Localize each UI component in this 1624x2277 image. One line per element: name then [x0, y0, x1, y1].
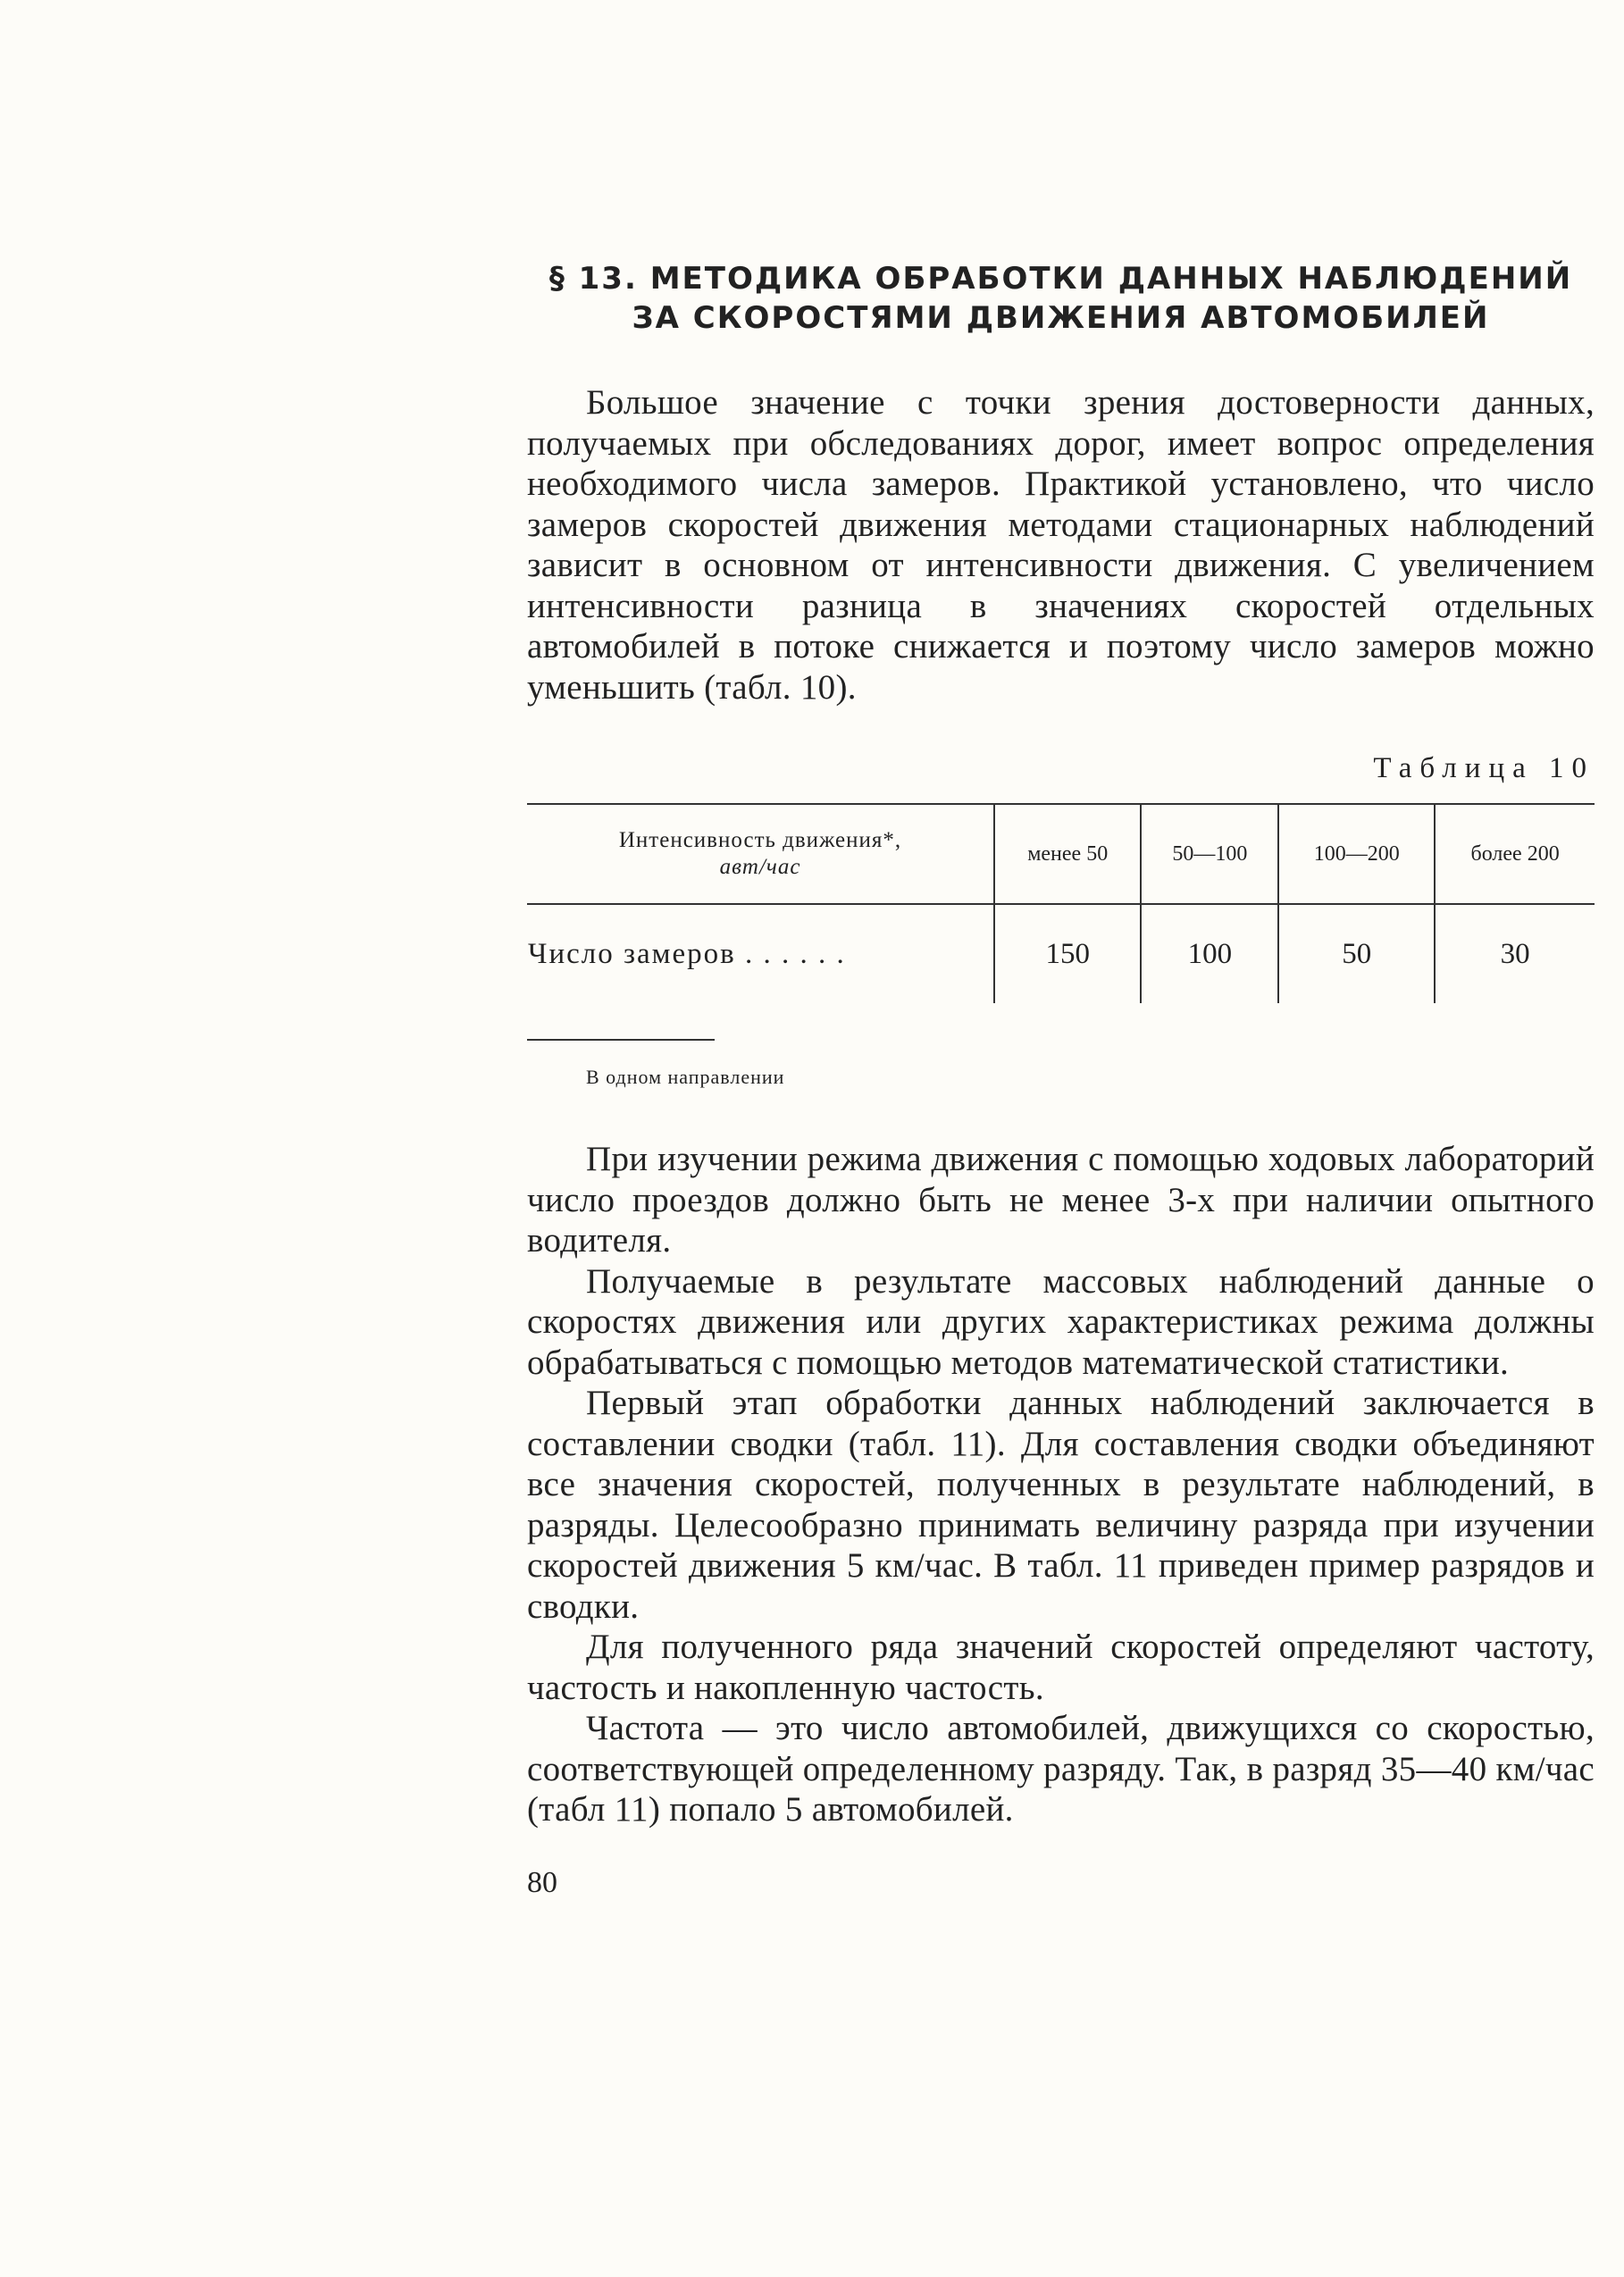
table-cell: 100 — [1141, 904, 1278, 1003]
table-cell: 150 — [994, 904, 1141, 1003]
section-heading — [527, 259, 1595, 338]
table-header-label-cell — [527, 804, 994, 904]
paragraph: Первый этап обработки данных наблюдений заключается в составлении сводки (табл. 11). Для составления сводки объединяют все значения скоростей, полученных в результате наблюдений, в разряды. Целесообразно принимать величину разряда при изучении скоростей движения 5 км/час. В табл. 11 приведен пример разрядов и сводки. — [527, 1384, 1595, 1626]
page-number: 80 — [527, 1865, 557, 1899]
table-col-header: более 200 — [1435, 804, 1595, 904]
paragraph: Частота — это число автомобилей, движущихся со скоростью, соответствующей определенному разряду. Так, в разряд 35—40 км/час (табл 11) попало 5 автомобилей. — [527, 1709, 1595, 1829]
paragraph: Получаемые в результате массовых наблюдений данные о скоростях движения или других характеристиках режима должны обрабатываться с помощью методов математической статистики. — [527, 1261, 1595, 1382]
paragraph: Для полученного ряда значений скоростей определяют частоту, частость и накопленную частость. — [527, 1628, 1595, 1707]
table-caption: Таблица 10 — [1373, 752, 1595, 784]
table-header-unit: авт/час — [719, 855, 801, 879]
footnote-divider — [527, 1039, 715, 1041]
table-header-row — [527, 804, 1595, 904]
table-cell: 30 — [1435, 904, 1595, 1003]
paragraph-intro: Большое значение с точки зрения достоверности данных, получаемых при обследованиях дорог, имеет вопрос определения необходимого числа замеров. Практикой установлено, что число замеров скоростей движения методами стационарных наблюдений зависит в основном от интенсивности движения. С увеличением интенсивности разница в значениях скоростей отдельных автомобилей в потоке снижается и поэтому число замеров можно уменьшить (табл. 10). — [527, 383, 1595, 707]
table-row — [527, 904, 1595, 1003]
heading-line-1: § 13. МЕТОДИКА ОБРАБОТКИ ДАННЫХ НАБЛЮДЕНИЙ — [548, 261, 1573, 297]
paragraph: При изучении режима движения с помощью ходовых лабораторий число проездов должно быть не менее 3-х при наличии опытного водителя. — [527, 1140, 1595, 1260]
table-col-header: 100—200 — [1278, 804, 1435, 904]
table-row-label: Число замеров . . . . . . — [528, 937, 846, 970]
table-col-header: менее 50 — [994, 804, 1141, 904]
heading-line-2: ЗА СКОРОСТЯМИ ДВИЖЕНИЯ АВТОМОБИЛЕЙ — [632, 300, 1490, 336]
footnote: В одном направлении — [586, 1066, 785, 1088]
table-col-header: 50—100 — [1141, 804, 1278, 904]
table-10 — [527, 803, 1595, 1003]
table-cell: 50 — [1278, 904, 1435, 1003]
table-header-label: Интенсивность движения*, — [618, 828, 902, 852]
page-content — [527, 259, 1595, 1900]
